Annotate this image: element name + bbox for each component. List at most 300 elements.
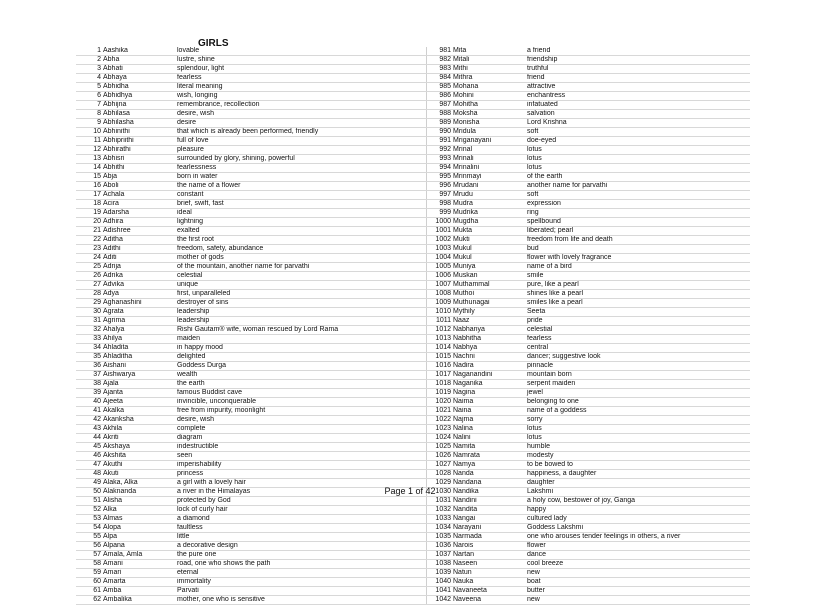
name-cell: Mrinmayi xyxy=(452,173,526,182)
table-row xyxy=(76,83,750,92)
meaning-cell: Goddess Lakshmi xyxy=(526,524,750,533)
meaning-cell: desire xyxy=(176,119,426,128)
meaning-cell: Parvati xyxy=(176,587,426,596)
meaning-cell: indestructible xyxy=(176,443,426,452)
name-cell: Abhilasha xyxy=(102,119,176,128)
meaning-cell: a decorative design xyxy=(176,542,426,551)
meaning-cell: that which is already been performed, friendly xyxy=(176,128,426,137)
row-number: 27 xyxy=(76,281,102,290)
meaning-cell: pinnacle xyxy=(526,362,750,371)
table-row xyxy=(76,146,750,155)
table-row xyxy=(76,434,750,443)
row-number: 1033 xyxy=(426,515,452,524)
row-number: 13 xyxy=(76,155,102,164)
meaning-cell: little xyxy=(176,533,426,542)
row-number: 1029 xyxy=(426,479,452,488)
meaning-cell: the earth xyxy=(176,380,426,389)
meaning-cell: brief, swift, fast xyxy=(176,200,426,209)
row-number: 1022 xyxy=(426,416,452,425)
meaning-cell: exalted xyxy=(176,227,426,236)
name-cell: Muthoi xyxy=(452,290,526,299)
name-cell: Aboli xyxy=(102,182,176,191)
name-cell: Abhirathi xyxy=(102,146,176,155)
meaning-cell: spellbound xyxy=(526,218,750,227)
table-row xyxy=(76,578,750,587)
row-number: 1018 xyxy=(426,380,452,389)
row-number: 1021 xyxy=(426,407,452,416)
table-row xyxy=(76,398,750,407)
name-cell: Akhila xyxy=(102,425,176,434)
row-number: 1008 xyxy=(426,290,452,299)
row-number: 1014 xyxy=(426,344,452,353)
meaning-cell: leadership xyxy=(176,317,426,326)
row-number: 1005 xyxy=(426,263,452,272)
row-number: 61 xyxy=(76,587,102,596)
meaning-cell: Seeta xyxy=(526,308,750,317)
row-number: 991 xyxy=(426,137,452,146)
table-row xyxy=(76,461,750,470)
name-cell: Muskan xyxy=(452,272,526,281)
meaning-cell: name of a goddess xyxy=(526,407,750,416)
meaning-cell: lotus xyxy=(526,146,750,155)
table-row xyxy=(76,137,750,146)
table-row xyxy=(76,335,750,344)
row-number: 1004 xyxy=(426,254,452,263)
name-cell: Nandika xyxy=(452,488,526,497)
meaning-cell: friendship xyxy=(526,56,750,65)
row-number: 34 xyxy=(76,344,102,353)
name-cell: Aghanashini xyxy=(102,299,176,308)
table-row xyxy=(76,92,750,101)
row-number: 993 xyxy=(426,155,452,164)
name-cell: Amari xyxy=(102,569,176,578)
name-cell: Alpana xyxy=(102,542,176,551)
meaning-cell: ring xyxy=(526,209,750,218)
name-cell: Alopa xyxy=(102,524,176,533)
name-cell: Amani xyxy=(102,560,176,569)
row-number: 1032 xyxy=(426,506,452,515)
meaning-cell: a friend xyxy=(526,47,750,56)
name-cell: Naganandini xyxy=(452,371,526,380)
row-number: 992 xyxy=(426,146,452,155)
meaning-cell: full of love xyxy=(176,137,426,146)
table-row xyxy=(76,407,750,416)
meaning-cell: mother of gods xyxy=(176,254,426,263)
table-row xyxy=(76,218,750,227)
row-number: 1040 xyxy=(426,578,452,587)
name-cell: Ambalika xyxy=(102,596,176,605)
name-cell: Mohana xyxy=(452,83,526,92)
name-cell: Namya xyxy=(452,461,526,470)
table-row xyxy=(76,353,750,362)
name-cell: Muthammal xyxy=(452,281,526,290)
meaning-cell: celestial xyxy=(176,272,426,281)
row-number: 995 xyxy=(426,173,452,182)
name-cell: Akuti xyxy=(102,470,176,479)
row-number: 36 xyxy=(76,362,102,371)
meaning-cell: happiness, a daughter xyxy=(526,470,750,479)
name-cell: Amarta xyxy=(102,578,176,587)
table-row xyxy=(76,47,750,56)
row-number: 62 xyxy=(76,596,102,605)
row-number: 1039 xyxy=(426,569,452,578)
row-number: 44 xyxy=(76,434,102,443)
row-number: 1001 xyxy=(426,227,452,236)
row-number: 8 xyxy=(76,110,102,119)
row-number: 53 xyxy=(76,515,102,524)
name-cell: Advika xyxy=(102,281,176,290)
row-number: 12 xyxy=(76,146,102,155)
meaning-cell: infatuated xyxy=(526,101,750,110)
meaning-cell: ideal xyxy=(176,209,426,218)
meaning-cell: a river in the Himalayas xyxy=(176,488,426,497)
name-cell: Ajeeta xyxy=(102,398,176,407)
meaning-cell: attractive xyxy=(526,83,750,92)
table-row xyxy=(76,272,750,281)
name-cell: Achala xyxy=(102,191,176,200)
row-number: 26 xyxy=(76,272,102,281)
meaning-cell: free from impurity, moonlight xyxy=(176,407,426,416)
row-number: 1009 xyxy=(426,299,452,308)
meaning-cell: lotus xyxy=(526,155,750,164)
row-number: 25 xyxy=(76,263,102,272)
row-number: 20 xyxy=(76,218,102,227)
row-number: 48 xyxy=(76,470,102,479)
meaning-cell: unique xyxy=(176,281,426,290)
name-cell: Aditha xyxy=(102,236,176,245)
row-number: 1002 xyxy=(426,236,452,245)
name-cell: Adya xyxy=(102,290,176,299)
meaning-cell: cool breeze xyxy=(526,560,750,569)
meaning-cell: smile xyxy=(526,272,750,281)
table-row xyxy=(76,290,750,299)
meaning-cell: seen xyxy=(176,452,426,461)
row-number: 1038 xyxy=(426,560,452,569)
name-cell: Alaka, Alka xyxy=(102,479,176,488)
meaning-cell: friend xyxy=(526,74,750,83)
meaning-cell: new xyxy=(526,596,750,605)
meaning-cell: wealth xyxy=(176,371,426,380)
name-cell: Adishree xyxy=(102,227,176,236)
name-cell: Alaknanda xyxy=(102,488,176,497)
name-cell: Ahalya xyxy=(102,326,176,335)
name-cell: Agrima xyxy=(102,317,176,326)
name-cell: Najma xyxy=(452,416,526,425)
name-cell: Aishwarya xyxy=(102,371,176,380)
name-cell: Abhinithi xyxy=(102,128,176,137)
table-row xyxy=(76,308,750,317)
name-cell: Mitali xyxy=(452,56,526,65)
meaning-cell: mountain born xyxy=(526,371,750,380)
name-cell: Amba xyxy=(102,587,176,596)
row-number: 37 xyxy=(76,371,102,380)
name-cell: Adrika xyxy=(102,272,176,281)
table-row xyxy=(76,119,750,128)
name-cell: Abhithi xyxy=(102,164,176,173)
meaning-cell: delighted xyxy=(176,353,426,362)
name-cell: Naseen xyxy=(452,560,526,569)
table-row xyxy=(76,524,750,533)
meaning-cell: protected by God xyxy=(176,497,426,506)
row-number: 40 xyxy=(76,398,102,407)
row-number: 1010 xyxy=(426,308,452,317)
table-row xyxy=(76,506,750,515)
table-row xyxy=(76,596,750,605)
name-cell: Mudrika xyxy=(452,209,526,218)
row-number: 45 xyxy=(76,443,102,452)
table-row xyxy=(76,74,750,83)
name-cell: Akshita xyxy=(102,452,176,461)
name-cell: Naina xyxy=(452,407,526,416)
row-number: 1017 xyxy=(426,371,452,380)
name-cell: Agrata xyxy=(102,308,176,317)
name-cell: Mithra xyxy=(452,74,526,83)
row-number: 984 xyxy=(426,74,452,83)
row-number: 1019 xyxy=(426,389,452,398)
meaning-cell: daughter xyxy=(526,479,750,488)
row-number: 1016 xyxy=(426,362,452,371)
row-number: 1026 xyxy=(426,452,452,461)
row-number: 1023 xyxy=(426,425,452,434)
name-cell: Mriganayani xyxy=(452,137,526,146)
row-number: 1027 xyxy=(426,461,452,470)
name-cell: Mrinal xyxy=(452,146,526,155)
row-number: 990 xyxy=(426,128,452,137)
table-row xyxy=(76,569,750,578)
name-cell: Mukta xyxy=(452,227,526,236)
row-number: 1000 xyxy=(426,218,452,227)
row-number: 24 xyxy=(76,254,102,263)
row-number: 28 xyxy=(76,290,102,299)
names-table xyxy=(76,47,750,605)
meaning-cell: happy xyxy=(526,506,750,515)
table-row xyxy=(76,173,750,182)
row-number: 981 xyxy=(426,47,452,56)
name-cell: Namita xyxy=(452,443,526,452)
name-cell: Almas xyxy=(102,515,176,524)
meaning-cell: another name for parvathi xyxy=(526,182,750,191)
meaning-cell: famous Buddist cave xyxy=(176,389,426,398)
table-row xyxy=(76,227,750,236)
name-cell: Naaz xyxy=(452,317,526,326)
table-row xyxy=(76,533,750,542)
table-row xyxy=(76,362,750,371)
row-number: 2 xyxy=(76,56,102,65)
meaning-cell: sorry xyxy=(526,416,750,425)
row-number: 32 xyxy=(76,326,102,335)
meaning-cell: in happy mood xyxy=(176,344,426,353)
meaning-cell: truthful xyxy=(526,65,750,74)
name-cell: Nandana xyxy=(452,479,526,488)
meaning-cell: Goddess Durga xyxy=(176,362,426,371)
row-number: 47 xyxy=(76,461,102,470)
row-number: 56 xyxy=(76,542,102,551)
meaning-cell: central xyxy=(526,344,750,353)
name-cell: Alisha xyxy=(102,497,176,506)
table-row xyxy=(76,443,750,452)
row-number: 985 xyxy=(426,83,452,92)
name-cell: Mohini xyxy=(452,92,526,101)
row-number: 997 xyxy=(426,191,452,200)
meaning-cell: soft xyxy=(526,128,750,137)
meaning-cell: lock of curly hair xyxy=(176,506,426,515)
name-cell: Naveena xyxy=(452,596,526,605)
row-number: 6 xyxy=(76,92,102,101)
row-number: 1015 xyxy=(426,353,452,362)
meaning-cell: lotus xyxy=(526,164,750,173)
meaning-cell: humble xyxy=(526,443,750,452)
meaning-cell: boat xyxy=(526,578,750,587)
name-cell: Narmada xyxy=(452,533,526,542)
table-row xyxy=(76,65,750,74)
name-cell: Abhipriithi xyxy=(102,137,176,146)
meaning-cell: soft xyxy=(526,191,750,200)
name-cell: Naganika xyxy=(452,380,526,389)
name-cell: Adrija xyxy=(102,263,176,272)
name-cell: Muniya xyxy=(452,263,526,272)
row-number: 11 xyxy=(76,137,102,146)
table-row xyxy=(76,542,750,551)
name-cell: Nartan xyxy=(452,551,526,560)
row-number: 1037 xyxy=(426,551,452,560)
name-cell: Mukti xyxy=(452,236,526,245)
name-cell: Mridula xyxy=(452,128,526,137)
meaning-cell: desire, wish xyxy=(176,416,426,425)
meaning-cell: salvation xyxy=(526,110,750,119)
row-number: 15 xyxy=(76,173,102,182)
meaning-cell: Lord Krishna xyxy=(526,119,750,128)
meaning-cell: a holy cow, bestower of joy, Ganga xyxy=(526,497,750,506)
table-row xyxy=(76,56,750,65)
meaning-cell: the pure one xyxy=(176,551,426,560)
row-number: 42 xyxy=(76,416,102,425)
table-row xyxy=(76,470,750,479)
name-cell: Aditi xyxy=(102,254,176,263)
meaning-cell: shines like a pearl xyxy=(526,290,750,299)
meaning-cell: lightning xyxy=(176,218,426,227)
table-row xyxy=(76,425,750,434)
name-cell: Ahilya xyxy=(102,335,176,344)
meaning-cell: celestial xyxy=(526,326,750,335)
name-cell: Mita xyxy=(452,47,526,56)
meaning-cell: lustre, shine xyxy=(176,56,426,65)
row-number: 1013 xyxy=(426,335,452,344)
name-cell: Nachni xyxy=(452,353,526,362)
meaning-cell: smiles like a pearl xyxy=(526,299,750,308)
row-number: 996 xyxy=(426,182,452,191)
name-cell: Abhati xyxy=(102,65,176,74)
meaning-cell: of the earth xyxy=(526,173,750,182)
row-number: 60 xyxy=(76,578,102,587)
name-cell: Mrinali xyxy=(452,155,526,164)
name-cell: Akanksha xyxy=(102,416,176,425)
row-number: 989 xyxy=(426,119,452,128)
name-cell: Nangai xyxy=(452,515,526,524)
meaning-cell: cultured lady xyxy=(526,515,750,524)
table-row xyxy=(76,110,750,119)
name-cell: Mrudani xyxy=(452,182,526,191)
name-cell: Ahladita xyxy=(102,344,176,353)
row-number: 994 xyxy=(426,164,452,173)
row-number: 43 xyxy=(76,425,102,434)
table-row xyxy=(76,515,750,524)
row-number: 46 xyxy=(76,452,102,461)
table-row xyxy=(76,389,750,398)
meaning-cell: complete xyxy=(176,425,426,434)
row-number: 30 xyxy=(76,308,102,317)
meaning-cell: dancer; suggestive look xyxy=(526,353,750,362)
table-row xyxy=(76,182,750,191)
name-cell: Mythily xyxy=(452,308,526,317)
table-row xyxy=(76,101,750,110)
table-row xyxy=(76,245,750,254)
meaning-cell: flower with lovely fragrance xyxy=(526,254,750,263)
meaning-cell: a girl with a lovely hair xyxy=(176,479,426,488)
meaning-cell: modesty xyxy=(526,452,750,461)
row-number: 38 xyxy=(76,380,102,389)
row-number: 52 xyxy=(76,506,102,515)
meaning-cell: lovable xyxy=(176,47,426,56)
table-row xyxy=(76,326,750,335)
name-cell: Mohitha xyxy=(452,101,526,110)
row-number: 1028 xyxy=(426,470,452,479)
name-cell: Mrinalini xyxy=(452,164,526,173)
name-cell: Namrata xyxy=(452,452,526,461)
row-number: 987 xyxy=(426,101,452,110)
table-row xyxy=(76,155,750,164)
meaning-cell: the name of a flower xyxy=(176,182,426,191)
meaning-cell: name of a bird xyxy=(526,263,750,272)
table-row xyxy=(76,497,750,506)
meaning-cell: dance xyxy=(526,551,750,560)
name-cell: Muthunagai xyxy=(452,299,526,308)
meaning-cell: mother, one who is sensitive xyxy=(176,596,426,605)
row-number: 1006 xyxy=(426,272,452,281)
name-cell: Adhira xyxy=(102,218,176,227)
name-cell: Navaneeta xyxy=(452,587,526,596)
row-number: 982 xyxy=(426,56,452,65)
row-number: 55 xyxy=(76,533,102,542)
name-cell: Aashika xyxy=(102,47,176,56)
row-number: 986 xyxy=(426,92,452,101)
meaning-cell: of the mountain, another name for parvathi xyxy=(176,263,426,272)
name-cell: Mithi xyxy=(452,65,526,74)
table-row xyxy=(76,416,750,425)
meaning-cell: liberated; pearl xyxy=(526,227,750,236)
meaning-cell: belonging to one xyxy=(526,398,750,407)
row-number: 16 xyxy=(76,182,102,191)
meaning-cell: flower xyxy=(526,542,750,551)
name-cell: Nabhitha xyxy=(452,335,526,344)
meaning-cell: immortality xyxy=(176,578,426,587)
meaning-cell: fearless xyxy=(176,74,426,83)
name-cell: Nandita xyxy=(452,506,526,515)
meaning-cell: lotus xyxy=(526,425,750,434)
meaning-cell: butter xyxy=(526,587,750,596)
name-cell: Akalka xyxy=(102,407,176,416)
name-cell: Akshaya xyxy=(102,443,176,452)
name-cell: Abhidhya xyxy=(102,92,176,101)
name-cell: Naima xyxy=(452,398,526,407)
name-cell: Mukul xyxy=(452,254,526,263)
meaning-cell: expression xyxy=(526,200,750,209)
meaning-cell: eternal xyxy=(176,569,426,578)
row-number: 59 xyxy=(76,569,102,578)
row-number: 9 xyxy=(76,119,102,128)
row-number: 1024 xyxy=(426,434,452,443)
meaning-cell: Lakshmi xyxy=(526,488,750,497)
row-number: 1011 xyxy=(426,317,452,326)
